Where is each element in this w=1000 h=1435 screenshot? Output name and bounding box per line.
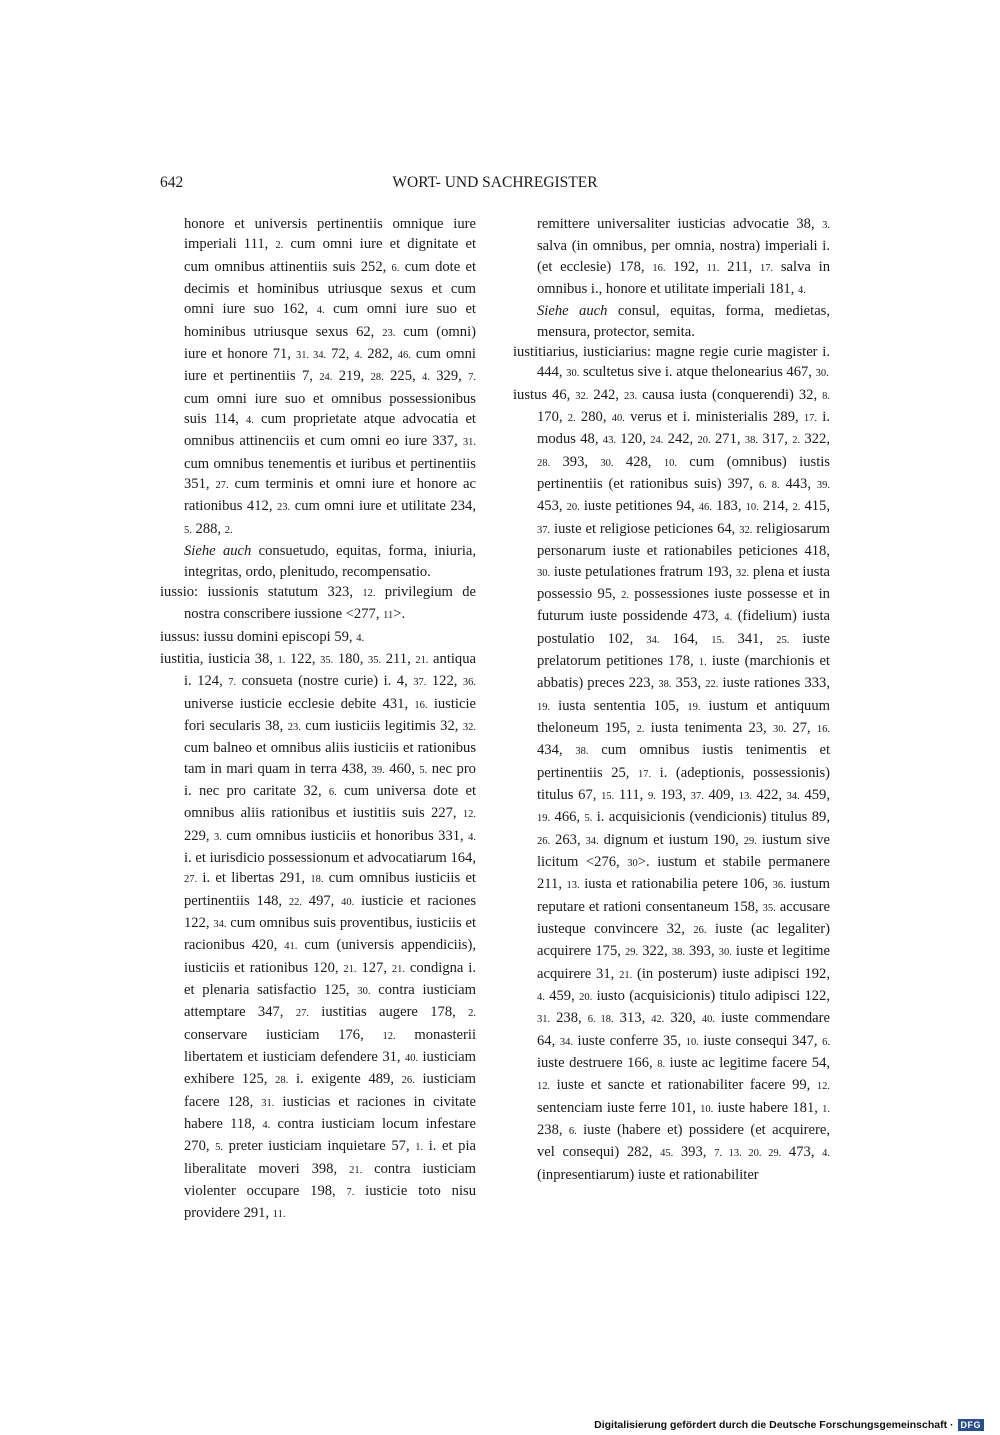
running-title: WORT- UND SACHREGISTER [392,174,598,191]
dfg-credit [594,1418,984,1432]
right-column [513,214,830,1185]
dfg-logo: DFG [958,1419,985,1431]
index-entry: iustitia, iusticia 38, 1. 122, 35. 180, 35. 211, 21. antiqua i. 124, 7. consueta (nostre curie) i. 4, 37. 122, 36. universe iusticie ecclesie debite 431, 16. iusticie fori secularis 38, 23. cum iusticiis legitimis 32, 32. cum balneo et omnibus aliis iusticiis et rationibus tam in mari quam in terra 438, 39. 460, 5. nec pro i. nec pro caritate 32, 6. cum universa dote et omnibus aliis rationibus et iustitiis suis 227, 12. 229, 3. cum omnibus iusticiis et honoribus 331, 4. i. et iurisdicio possessionum et advocatiarum 164, 27. i. et libertas 291, 18. cum omnibus iusticiis et pertinentiis 148, 22. 497, 40. iusticie et raciones 122, 34. cum omnibus suis proventibus, iusticiis et racionibus 420, 41. cum (universis appendiciis), iusticiis et rationibus 120, 21. 127, 21. condigna i. et plenaria satisfactio 125, 30. contra iusticiam attemptare 347, 27. iustitias augere 178, 2. conservare iusticiam 176, 12. monasterii libertatem et iusticiam defendere 31, 40. iusticiam exhibere 125, 28. i. exigente 489, 26. iusticiam facere 128, 31. iusticias et raciones in civitate habere 118, 4. contra iusticiam locum infestare 270, 5. preter iusticiam inquietare 57, 1. i. et pia liberalitate moveri 398, 21. contra iusticiam violenter occupare 198, 7. iusticie toto nisu providere 291, 11. [160,650,477,1222]
see-also-paragraph: Siehe auch consul, equitas, forma, medietas, mensura, protector, semita. [537,303,831,340]
index-entry: iustitiarius, iusticiarius: magne regie curie magister i. 444, 30. scultetus sive i. atque thelonearius 467, 30. [513,344,830,381]
index-entry: honore et universis pertinentiis omnique iure imperiali 111, 2. cum omni iure et dignitate et cum omnibus attinentiis suis 252, 6. cum dote et decimis et hominibus utriusque sexus et cum omni iure suo 162, 4. cum omni iure suo et hominibus utriusque sexus 62, 23. cum (omni) iure et honore 71, 31. 34. 72, 4. 282, 46. cum omni iure et pertinentiis 7, 24. 219, 28. 225, 4. 329, 7. cum omni iure suo et omnibus possessionibus suis 114, 4. cum proprietate atque advocatia et omnibus attinenciis et cum omni eo iure 337, 31. cum omnibus tenementis et iuribus et pertinentiis 351, 27. cum terminis et omni iure et honore ac rationibus 412, 23. cum omni iure et utilitate 234, 5. 288, 2. [184,216,477,537]
index-entry: iustus 46, 32. 242, 23. causa iusta (conquerendi) 32, 8. 170, 2. 280, 40. verus et i. ministerialis 289, 17. i. modus 48, 43. 120, 24. 242, 20. 271, 38. 317, 2. 322, 28. 393, 30. 428, 10. cum (omnibus) iustis pertinentiis (et rationibus suis) 397, 6. 8. 443, 39. 453, 20. iuste petitiones 94, 46. 183, 10. 214, 2. 415, 37. iuste et religiose peticiones 64, 32. religiosarum personarum iuste et rationabiles peticiones 418, 30. iuste petulationes fratrum 193, 32. plena et iusta possessio 95, 2. possessiones iuste possesse et in futurum iuste possidende 473, 4. (fidelium) iusta postulatio 102, 34. 164, 15. 341, 25. iuste prelatorum petitiones 178, 1. iuste (marchionis et abbatis) preces 223, 38. 353, 22. iuste rationes 333, 19. iusta sententia 105, 19. iustum et antiquum theloneum 195, 2. iusta tenimenta 23, 30. 27, 16. 434, 38. cum omnibus iustis tenimentis et pertinentiis 25, 17. i. (adeptionis, possessionis) titulus 67, 15. 111, 9. 193, 37. 409, 13. 422, 34. 459, 19. 466, 5. i. acquisicionis (vendicionis) titulus 89, 26. 263, 34. dignum et iustum 190, 29. iustum sive licitum <276, 30>. iustum et stabile permanere 211, 13. iusta et rationabilia petere 106, 36. iustum reputare et rationi consentaneum 158, 35. accusare iusteque convincere 32, 26. iuste (ac legaliter) acquirere 175, 29. 322, 38. 393, 30. iuste et legitime acquirere 31, 21. (in posterum) iuste adipisci 192, 4. 459, 20. iusto (acquisicionis) titulo adipisci 122, 31. 238, 6. 18. 313, 42. 320, 40. iuste commendare 64, 34. iuste conferre 35, 10. iuste consequi 347, 6. iuste destruere 166, 8. iuste ac legitime facere 54, 12. iuste et sancte et rationabiliter facere 99, 12. sentenciam iuste ferre 101, 10. iuste habere 181, 1. 238, 6. iuste (habere et) possidere (et acquirere, vel consequi) 282, 45. 393, 7. 13. 20. 29. 473, 4. (inpresentiarum) iuste et rationabiliter [513,386,831,1183]
page-number: 642 [160,174,184,191]
left-column [160,214,476,1226]
index-entry: iussio: iussionis statutum 323, 12. privilegium de nostra conscribere iussione <277, 11>. [160,583,476,623]
see-also-paragraph: Siehe auch consuetudo, equitas, forma, iniuria, integritas, ordo, plenitudo, recompensatio. [184,543,476,580]
index-entry: iussus: iussu domini episcopi 59, 4. [160,628,365,645]
dfg-credit-text: Digitalisierung gefördert durch die Deutsche Forschungsgemeinschaft · [594,1419,954,1431]
index-entry: remittere universaliter iusticias advocatie 38, 3. salva (in omnibus, per omnia, nostra) imperiali i. (et ecclesie) 178, 16. 192, 11. 211, 17. salva in omnibus i., honore et utilitate imperiali 181, 4. [537,216,831,298]
